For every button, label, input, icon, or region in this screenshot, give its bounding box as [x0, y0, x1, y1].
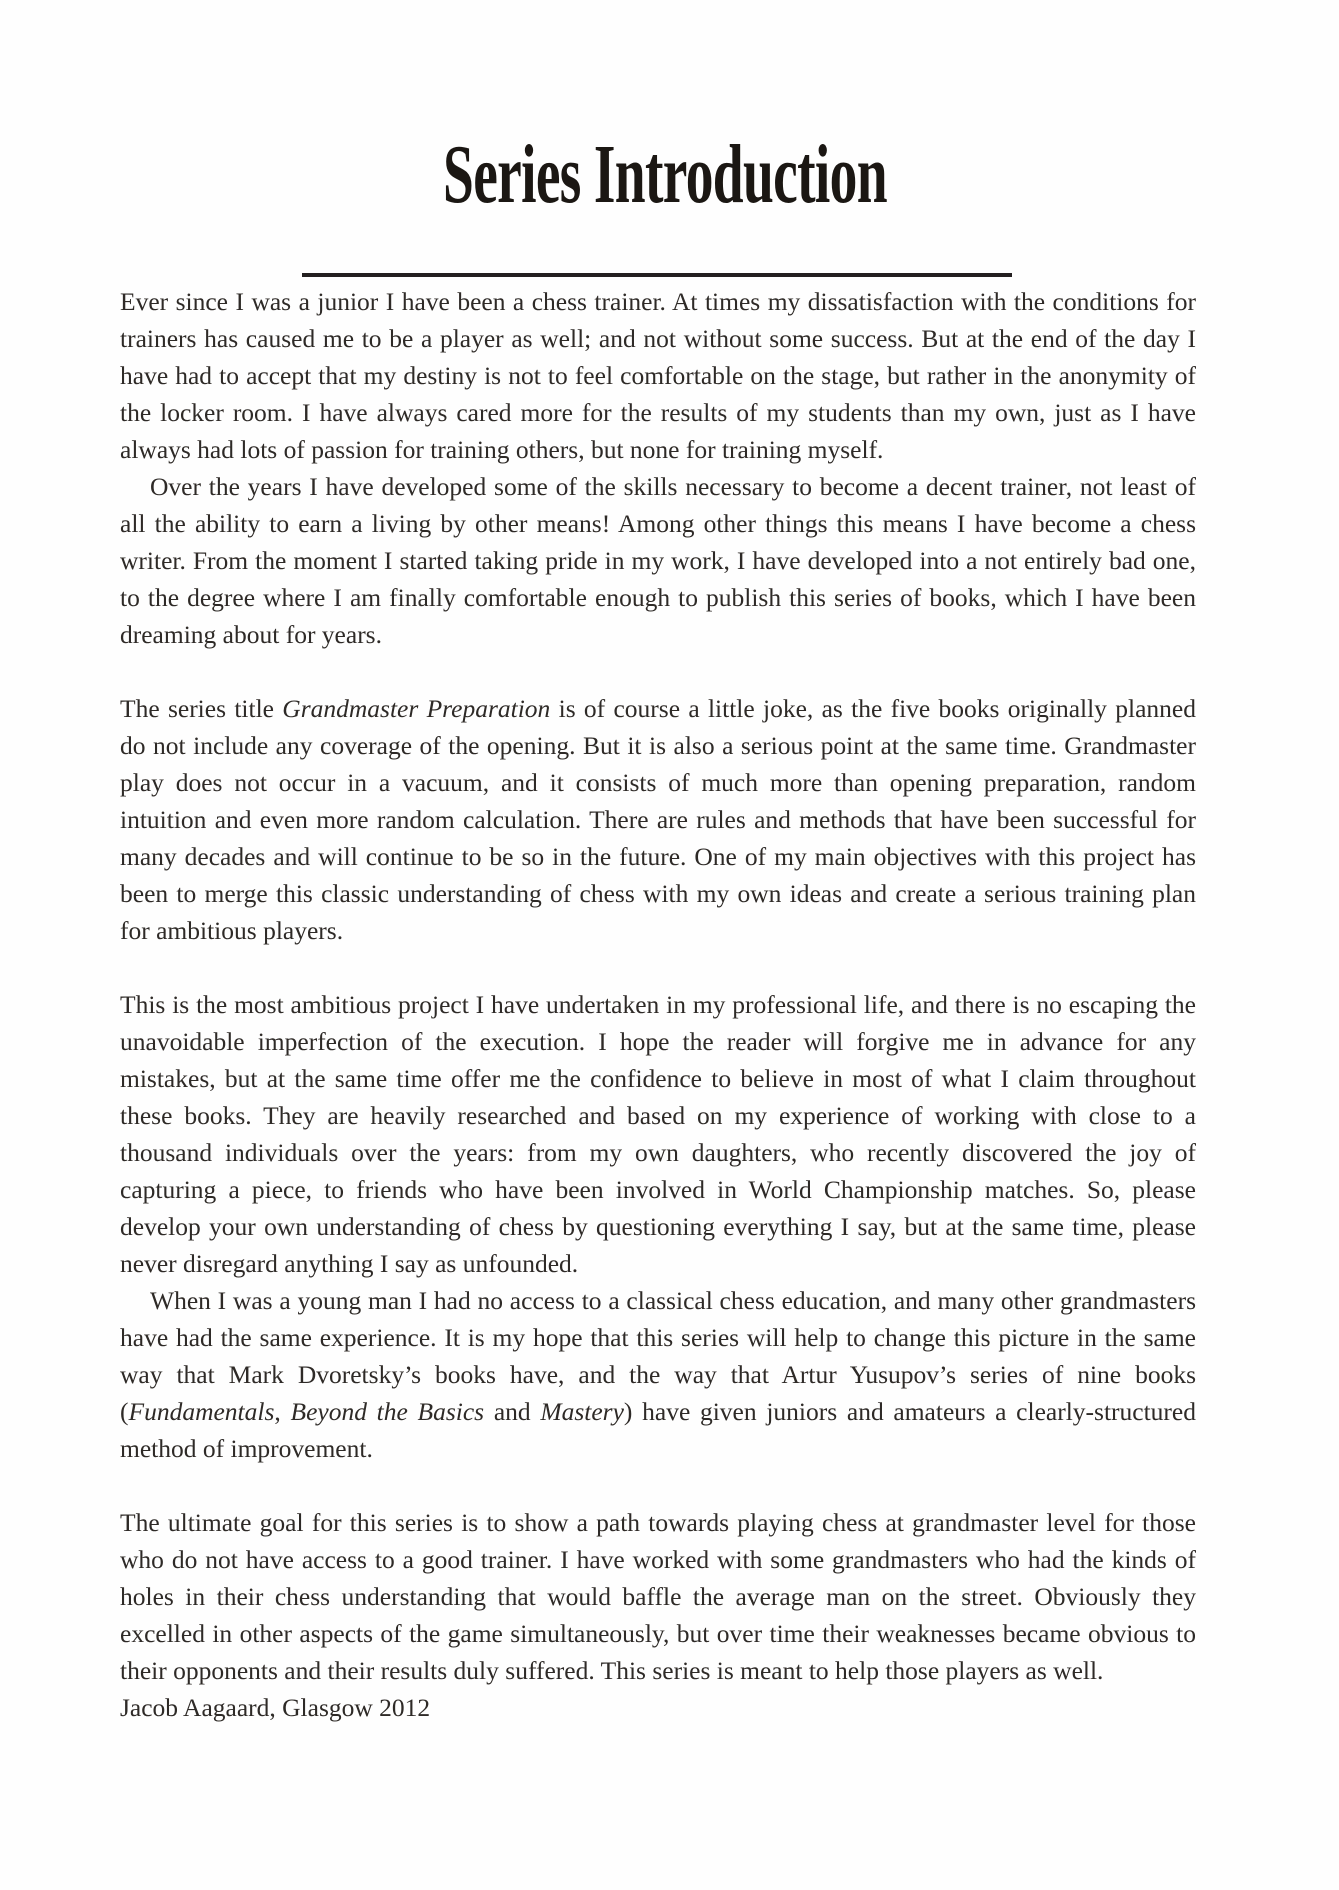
- series-title-italic: Grandmaster Preparation: [282, 694, 551, 723]
- paragraph-4: [120, 986, 1196, 1282]
- title-rule: [302, 273, 1012, 277]
- paragraph-6: [120, 1504, 1196, 1689]
- paragraph-5-separator-2: and: [484, 1397, 541, 1426]
- paragraph-4-text: This is the most ambitious project I have undertaken in my professional life, and there is no escaping the unavoidable imperfection of the execution. I hope the reader will forgive me in advance for any mistakes, but at the same time offer me the confidence to believe in most of what I claim throughout these books. They are heavily researched and based on my experience of working with close to a thousand individuals over the years: from my own daughters, who recently discovered the joy of capturing a piece, to friends who have been involved in World Championship matches. So, please develop your own understanding of chess by questioning everything I say, but at the same time, please never disregard anything I say as unfounded.: [120, 990, 1196, 1278]
- paragraph-2: [120, 468, 1196, 653]
- paragraph-2-text: Over the years I have developed some of the skills necessary to become a decent trainer, not least of all the ability to earn a living by other means! Among other things this means I have become a chess writer. From the moment I started taking pride in my work, I have developed into a not entirely bad one, to the degree where I am finally comfortable enough to publish this series of books, which I have been dreaming about for years.: [120, 472, 1196, 649]
- page-title: Series Introduction: [443, 128, 887, 221]
- paragraph-1-text: Ever since I was a junior I have been a chess trainer. At times my dissatisfaction with the conditions for trainers has caused me to be a player as well; and not without some success. But at the end of the day I have had to accept that my destiny is not to feel comfortable on the stage, but rather in the anonymity of the locker room. I have always cared more for the results of my students than my own, just as I have always had lots of passion for training others, but none for training myself.: [120, 287, 1196, 464]
- paragraph-1: [120, 283, 1196, 468]
- book-title-mastery: Mastery: [540, 1397, 624, 1426]
- paragraph-5: [120, 1282, 1196, 1467]
- book-title-fundamentals: Fundamentals: [128, 1397, 275, 1426]
- paragraph-6-text: The ultimate goal for this series is to show a path towards playing chess at grandmaster level for those who do not have access to a good trainer. I have worked with some grandmasters who had the kinds of holes in their chess understanding that would baffle the average man on the street. Obviously they excelled in other aspects of the game simultaneously, but over time their weaknesses became obvious to their opponents and their results duly suffered. This series is meant to help those players as well.: [120, 1508, 1196, 1685]
- paragraph-5-separator-1: ,: [274, 1397, 291, 1426]
- book-title-beyond-the-basics: Beyond the Basics: [290, 1397, 485, 1426]
- paragraph-3: [120, 690, 1196, 949]
- paragraph-3-text-rest: is of course a little joke, as the five books originally planned do not include any coverage of the opening. But it is also a serious point at the same time. Grandmaster play does not occur in a vacuum, and it consists of much more than opening preparation, random intuition and even more random calculation. There are rules and methods that have been successful for many decades and will continue to be so in the future. One of my main objectives with this project has been to merge this classic understanding of chess with my own ideas and create a serious training plan for ambitious players.: [120, 694, 1196, 945]
- signature-line: Jacob Aagaard, Glasgow 2012: [120, 1693, 431, 1722]
- body-text: [120, 283, 1196, 1726]
- paragraph-5-text-rest: ) have given juniors and amateurs a clearly-structured method of improvement.: [120, 1397, 1196, 1463]
- paragraph-5-text-lead: When I was a young man I had no access to a classical chess education, and many other grandmasters have had the same experience. It is my hope that this series will help to change this picture in the same way that Mark Dvoretsky’s books have, and the way that Artur Yusupov’s series of nine books (: [120, 1286, 1196, 1426]
- paragraph-3-text-lead: The series title: [120, 694, 283, 723]
